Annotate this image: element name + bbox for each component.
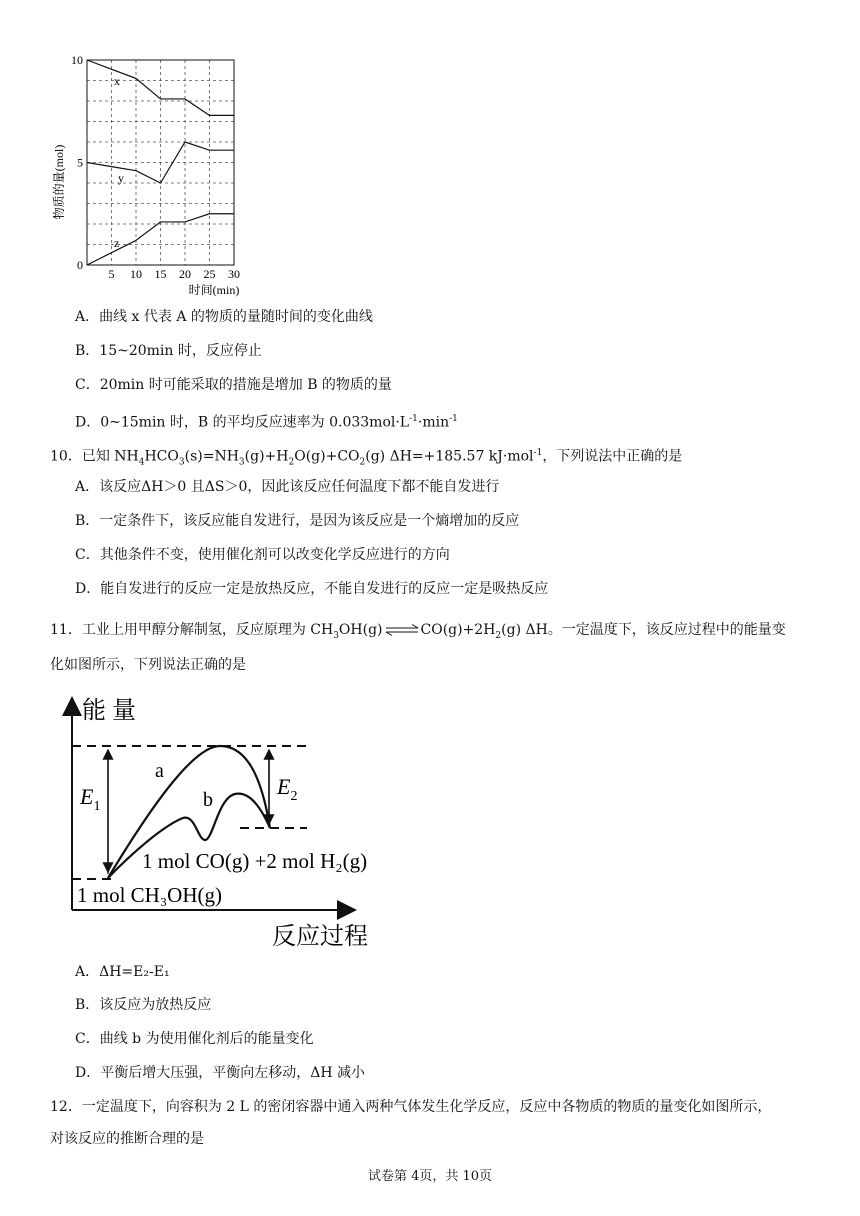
x-tick-label: 10 [130,267,142,281]
q10-option-b: B．一定条件下，该反应能自发进行，是因为该反应是一个熵增加的反应 [75,513,520,529]
q10-option-a: A．该反应ΔH＞0 且ΔS＞0，因此该反应任何温度下都不能自发进行 [75,479,500,495]
chart-ticks [71,53,240,281]
q12-stem-line2: 对该反应的推断合理的是 [50,1131,204,1147]
q9-option-d: D．0~15min 时，B 的平均反应速率为 $0.033mol\cdot L^{-1}\cdot\min^{-1}$ [75,414,458,431]
q11-option-d: D．平衡后增大压强，平衡向左移动，ΔH 减小 [75,1065,365,1081]
e2-label: $E_2$ [277,774,298,804]
x-tick-label: 25 [203,267,216,281]
reactant-label: 1 mol CH₃OH(g) [77,883,222,907]
series-line-z [87,214,234,265]
q10-stem: 10．已知 $NH_4HCO_3(s)=NH_3(g)+H_2O(g)+CO_2(g)$ ΔH=+185.57 kJ·mol$^{-1}$，下列说法中正确的是 [50,448,683,468]
y-tick-label: 10 [71,53,83,67]
curve-b-label: b [203,789,213,811]
x-tick-label: 5 [108,267,115,281]
q11-option-b: B．该反应为放热反应 [75,997,212,1013]
energy-x-axis-label: 反应过程 [272,924,368,950]
page-footer: 试卷第 4页，共 10页 [367,1169,493,1184]
e1-label: $E_1$ [80,784,101,814]
q10-option-c: C．其他条件不变，使用催化剂可以改变化学反应进行的方向 [75,547,450,563]
curve-a-label: a [155,760,164,782]
product-label: 1 mol CO(g) +2 mol H₂(g) [142,849,368,873]
y-tick-label: 5 [77,155,83,170]
q11-option-a: A．ΔH=E₂-E₁ [75,964,170,980]
x-tick-label: 20 [179,267,191,281]
q11-option-c: C．曲线 b 为使用催化剂后的能量变化 [75,1031,314,1047]
chart-x-axis-label: 时间(min) [188,283,240,297]
chart-curve-label-z: z [114,236,120,250]
chart-curve-label-y: y [118,171,124,185]
y-tick-label: 0 [77,258,83,272]
q11-stem-line1: 11．工业上用甲醇分解制氢，反应原理为 $CH_3OH(g)$ $CO(g)+2H_2(g)$ ΔH。一定温度下，该反应过程中的能量变 [50,622,786,641]
x-tick-label: 30 [228,267,240,281]
equilibrium-arrows-icon [385,624,419,636]
chart-grid [87,60,234,265]
x-tick-label: 15 [154,267,167,281]
mole-time-chart [50,50,260,300]
q9-option-a: A．曲线 x 代表 A 的物质的量随时间的变化曲线 [75,309,373,325]
q12-stem-line1: 12．一定温度下，向容积为 2 L 的密闭容器中通入两种气体发生化学反应，反应中各物质的物质的量变化如图所示， [50,1099,772,1115]
chart-curve-label-x: x [114,74,120,88]
q10-option-d: D．能自发进行的反应一定是放热反应，不能自发进行的反应一定是吸热反应 [75,581,549,597]
q11-stem-line2: 化如图所示，下列说法正确的是 [50,657,246,673]
q9-option-c: C．20min 时可能采取的措施是增加 B 的物质的量 [75,377,392,393]
q9-option-b: B．15~20min 时，反应停止 [75,343,262,359]
chart-y-axis-label: 物质的量(mol) [52,144,66,220]
energy-y-axis-label: 能 量 [82,698,136,724]
energy-diagram [55,690,395,955]
